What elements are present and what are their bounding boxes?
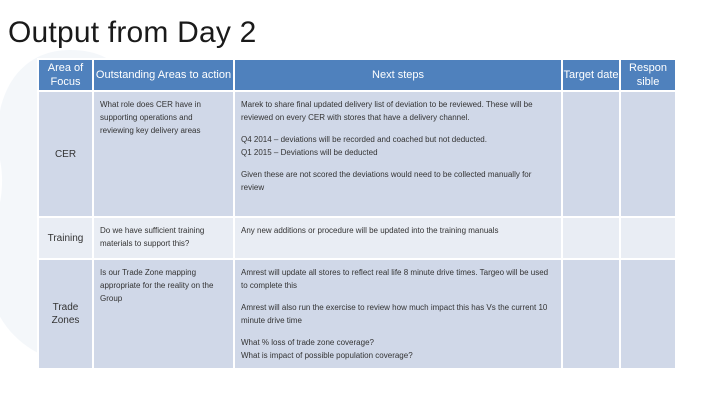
area-cell: Training: [38, 217, 93, 259]
outstanding-cell: [93, 91, 234, 217]
table-row-training: [38, 217, 676, 259]
table-row-cer: [38, 91, 676, 217]
area-cell: Trade Zones: [38, 259, 93, 369]
target-date-cell: [562, 259, 620, 369]
next-step-text: Amrest will also run the exercise to review how much impact this has Vs the current 10 minute drive time: [241, 303, 548, 325]
outstanding-cell: [93, 259, 234, 369]
header-responsible: Respon sible: [620, 59, 676, 91]
next-steps-cell: [234, 259, 562, 369]
next-steps-cell: [234, 91, 562, 217]
next-step-text: Given these are not scored the deviations would need to be collected manually for review: [241, 170, 532, 192]
day2-output-table: [37, 58, 677, 370]
table-header-row: [38, 59, 676, 91]
next-step-text: Marek to share final updated delivery list of deviation to be reviewed. These will be reviewed on every CER with stores that have a delivery channel.: [241, 100, 533, 122]
outstanding-text: What role does CER have in supporting operations and reviewing key delivery areas: [100, 100, 201, 135]
next-step-text: Amrest will update all stores to reflect real life 8 minute drive times. Targeo will be used to complete this: [241, 268, 549, 290]
header-outstanding-areas: Outstanding Areas to action: [93, 59, 234, 91]
slide-title: Output from Day 2: [8, 16, 257, 49]
outstanding-cell: [93, 217, 234, 259]
header-next-steps: Next steps: [234, 59, 562, 91]
header-area-of-focus: Area of Focus: [38, 59, 93, 91]
area-cell: CER: [38, 91, 93, 217]
outstanding-text: Do we have sufficient training materials to support this?: [100, 226, 205, 248]
responsible-cell: [620, 91, 676, 217]
header-target-date: Target date: [562, 59, 620, 91]
outstanding-text: Is our Trade Zone mapping appropriate for the reality on the Group: [100, 268, 214, 303]
responsible-cell: [620, 217, 676, 259]
next-step-text: Q4 2014 – deviations will be recorded and coached but not deducted. Q1 2015 – Deviations will be deducted: [241, 135, 487, 157]
responsible-cell: [620, 259, 676, 369]
next-steps-cell: [234, 217, 562, 259]
next-step-text: What % loss of trade zone coverage? What is impact of possible population coverage?: [241, 338, 413, 360]
target-date-cell: [562, 91, 620, 217]
next-step-text: Any new additions or procedure will be updated into the training manuals: [241, 226, 499, 235]
table-row-trade-zones: [38, 259, 676, 369]
target-date-cell: [562, 217, 620, 259]
